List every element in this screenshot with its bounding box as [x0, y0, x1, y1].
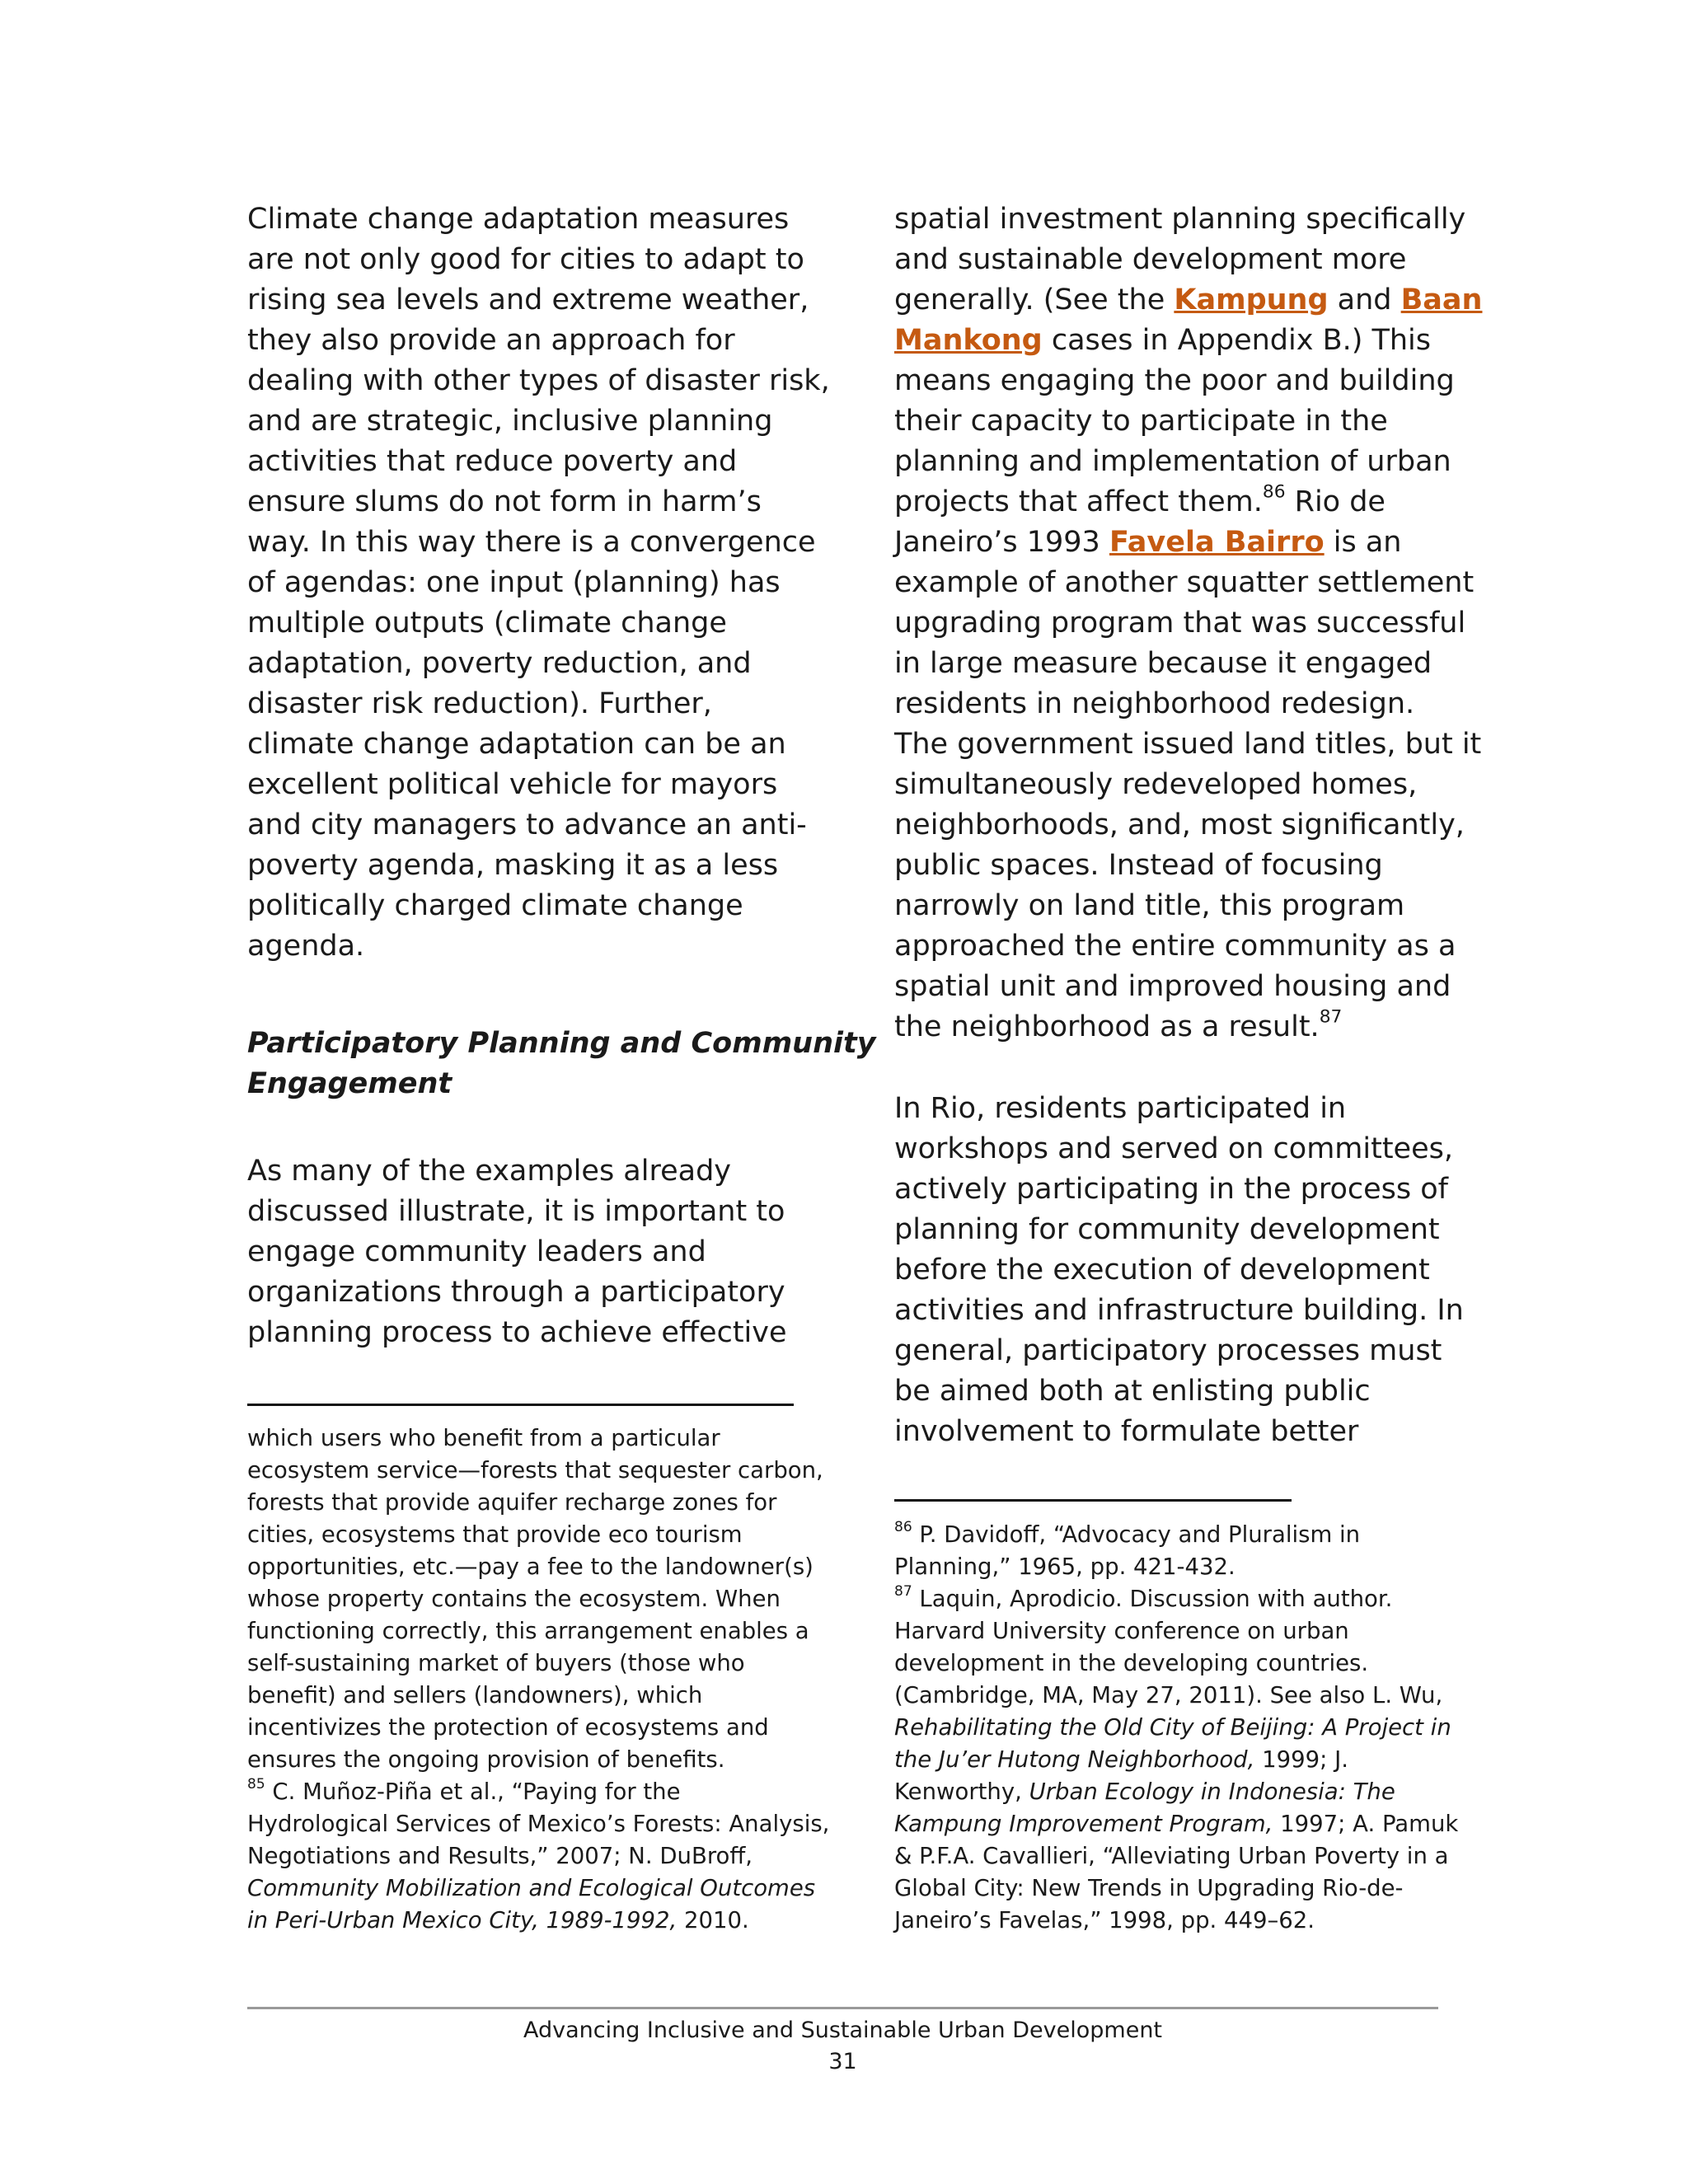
text-line: As many of the examples already	[247, 1155, 732, 1188]
text-line: in large measure because it engaged	[894, 647, 1432, 680]
text-line: narrowly on land title, this program	[894, 889, 1405, 922]
footnote-line: Global City: New Trends in Upgrading Rio-de-	[894, 1875, 1404, 1901]
footnote-ref-86[interactable]: 86	[1262, 481, 1286, 503]
footnote-line: Kampung Improvement Program, 1997; A. Pamuk	[894, 1811, 1459, 1837]
footnote-line: incentivizes the protection of ecosystems and	[247, 1714, 769, 1741]
footnote-number: 85	[247, 1776, 265, 1793]
footnote-separator	[247, 1404, 794, 1406]
text-line: disaster risk reduction). Further,	[247, 687, 712, 720]
footnote-85: $^{85}$ C. Muñoz-Piña et al., “Paying for the	[247, 1776, 681, 1805]
footnote-line: opportunities, etc.—pay a fee to the landowner(s)	[247, 1554, 814, 1580]
footnote-line: Harvard University conference on urban	[894, 1618, 1349, 1644]
footnote-line: ecosystem service—forests that sequester carbon,	[247, 1457, 823, 1483]
text-line: multiple outputs (climate change	[247, 607, 727, 640]
text-line: residents in neighborhood redesign.	[894, 687, 1415, 720]
text-line: workshops and served on committees,	[894, 1132, 1453, 1165]
footnote-line: forests that provide aquifer recharge zones for	[247, 1489, 777, 1516]
footnote-line: Rehabilitating the Old City of Beijing: A Project in	[894, 1714, 1451, 1741]
footnote-line: Negotiations and Results,” 2007; N. DuBroff,	[247, 1843, 753, 1869]
text-line: climate change adaptation can be an	[247, 728, 786, 761]
text-line: The government issued land titles, but it	[894, 728, 1482, 761]
footnote-line: self-sustaining market of buyers (those who	[247, 1650, 745, 1676]
text-line: planning for community development	[894, 1213, 1440, 1246]
text-line: poverty agenda, masking it as a less	[247, 849, 779, 882]
text-line: and are strategic, inclusive planning	[247, 405, 773, 438]
text-line: Climate change adaptation measures	[247, 203, 790, 236]
text-line: way. In this way there is a convergence	[247, 526, 816, 559]
text-line: and city managers to advance an anti-	[247, 808, 807, 841]
right-paragraph-2	[894, 1089, 1471, 1452]
footnote-87: $^{87}$ Laquin, Aprodicio. Discussion with author.	[894, 1583, 1393, 1612]
text-line: agenda.	[247, 930, 365, 963]
footnote-line: Community Mobilization and Ecological Outcomes	[247, 1875, 816, 1901]
text-line: In Rio, residents participated in	[894, 1092, 1347, 1125]
footnote-line: cities, ecosystems that provide eco tourism	[247, 1521, 743, 1548]
text-line: of agendas: one input (planning) has	[247, 566, 781, 599]
text-line: the neighborhood as a result.$^{87}$	[894, 1006, 1343, 1043]
footnote-line: in Peri-Urban Mexico City, 1989-1992, 2010.	[247, 1907, 749, 1933]
text-line: general, participatory processes must	[894, 1334, 1442, 1367]
text-line: are not only good for cities to adapt to	[247, 243, 804, 276]
footer-title: Advancing Inclusive and Sustainable Urban Development	[523, 2018, 1163, 2043]
text-line: neighborhoods, and, most significantly,	[894, 808, 1465, 841]
footnote-line: Planning,” 1965, pp. 421-432.	[894, 1554, 1236, 1580]
left-paragraph-2	[247, 1151, 824, 1353]
text-line: means engaging the poor and building	[894, 364, 1455, 397]
text-line: discussed illustrate, it is important to	[247, 1195, 785, 1228]
footnote-line: Hydrological Services of Mexico’s Forests: Analysis,	[247, 1811, 830, 1837]
footnote-line: Kenworthy, Urban Ecology in Indonesia: The	[894, 1779, 1395, 1805]
text-line: adaptation, poverty reduction, and	[247, 647, 752, 680]
text-line: activities and infrastructure building. In	[894, 1294, 1464, 1327]
text-line: projects that affect them.$^{86}$ Rio de	[894, 481, 1386, 518]
text-line: politically charged climate change	[247, 889, 743, 922]
text-line: planning and implementation of urban	[894, 445, 1451, 478]
text-line: activities that reduce poverty and	[247, 445, 738, 478]
footnote-line: which users who benefit from a particular	[247, 1425, 720, 1451]
text-line: their capacity to participate in the	[894, 405, 1388, 438]
link-baan-mankong[interactable]: Mankong	[894, 324, 1043, 357]
footnote-line: development in the developing countries.	[894, 1650, 1369, 1676]
footnote-line: functioning correctly, this arrangement enables a	[247, 1618, 809, 1644]
footnote-86: $^{86}$ P. Davidoff, “Advocacy and Pluralism in	[894, 1519, 1361, 1548]
text-line: rising sea levels and extreme weather,	[247, 284, 809, 316]
right-footnotes	[894, 1519, 1471, 1937]
link-kampung[interactable]: Kampung	[1174, 284, 1329, 316]
text-line: generally. (See the Kampung and Baan	[894, 284, 1483, 316]
footnote-number: 87	[894, 1583, 912, 1601]
text-line: approached the entire community as a	[894, 930, 1456, 963]
text-line: public spaces. Instead of focusing	[894, 849, 1383, 882]
footnote-line: the Ju’er Hutong Neighborhood, 1999; J.	[894, 1746, 1348, 1773]
text-line: organizations through a participatory	[247, 1276, 785, 1309]
text-line: dealing with other types of disaster risk,	[247, 364, 830, 397]
footnote-line: benefit) and sellers (landowners), which	[247, 1682, 703, 1708]
footnote-line: & P.F.A. Cavallieri, “Alleviating Urban Poverty in a	[894, 1843, 1449, 1869]
text-line: planning process to achieve effective	[247, 1316, 787, 1349]
footnote-continuation	[247, 1422, 830, 1937]
footer-rule	[247, 2007, 1438, 2009]
text-line: actively participating in the process of	[894, 1173, 1449, 1206]
link-baan-mankong[interactable]: Baan	[1400, 284, 1483, 316]
footnote-separator	[894, 1499, 1292, 1502]
text-line: and sustainable development more	[894, 243, 1407, 276]
heading-line: Participatory Planning and Community	[247, 1027, 876, 1060]
footnote-line: whose property contains the ecosystem. When	[247, 1586, 781, 1612]
text-line: Mankong cases in Appendix B.) This	[894, 324, 1432, 357]
footnote-line: (Cambridge, MA, May 27, 2011). See also L. Wu,	[894, 1682, 1443, 1708]
page-number: 31	[828, 2049, 857, 2074]
left-paragraph-1	[247, 199, 830, 967]
text-line: simultaneously redeveloped homes,	[894, 768, 1418, 801]
text-line: involvement to formulate better	[894, 1415, 1359, 1448]
footnote-ref-87[interactable]: 87	[1319, 1006, 1343, 1028]
text-line: spatial unit and improved housing and	[894, 970, 1451, 1003]
text-line: they also provide an approach for	[247, 324, 735, 357]
footnote-number: 86	[894, 1519, 912, 1536]
text-line: ensure slums do not form in harm’s	[247, 485, 762, 518]
text-line: Janeiro’s 1993 Favela Bairro is an	[894, 526, 1402, 559]
text-line: upgrading program that was successful	[894, 607, 1466, 640]
section-heading	[247, 1024, 876, 1104]
heading-line: Engagement	[247, 1067, 452, 1100]
footnote-line: Janeiro’s Favelas,” 1998, pp. 449–62.	[894, 1907, 1315, 1933]
text-line: spatial investment planning specifically	[894, 203, 1466, 236]
text-line: be aimed both at enlisting public	[894, 1375, 1371, 1408]
text-line: excellent political vehicle for mayors	[247, 768, 778, 801]
text-line: before the execution of development	[894, 1254, 1430, 1286]
link-favela-bairro[interactable]: Favela Bairro	[1109, 526, 1325, 559]
footnote-line: ensures the ongoing provision of benefits.	[247, 1746, 725, 1773]
text-line: engage community leaders and	[247, 1235, 706, 1268]
right-paragraph-1	[894, 199, 1483, 1047]
text-line: example of another squatter settlement	[894, 566, 1475, 599]
